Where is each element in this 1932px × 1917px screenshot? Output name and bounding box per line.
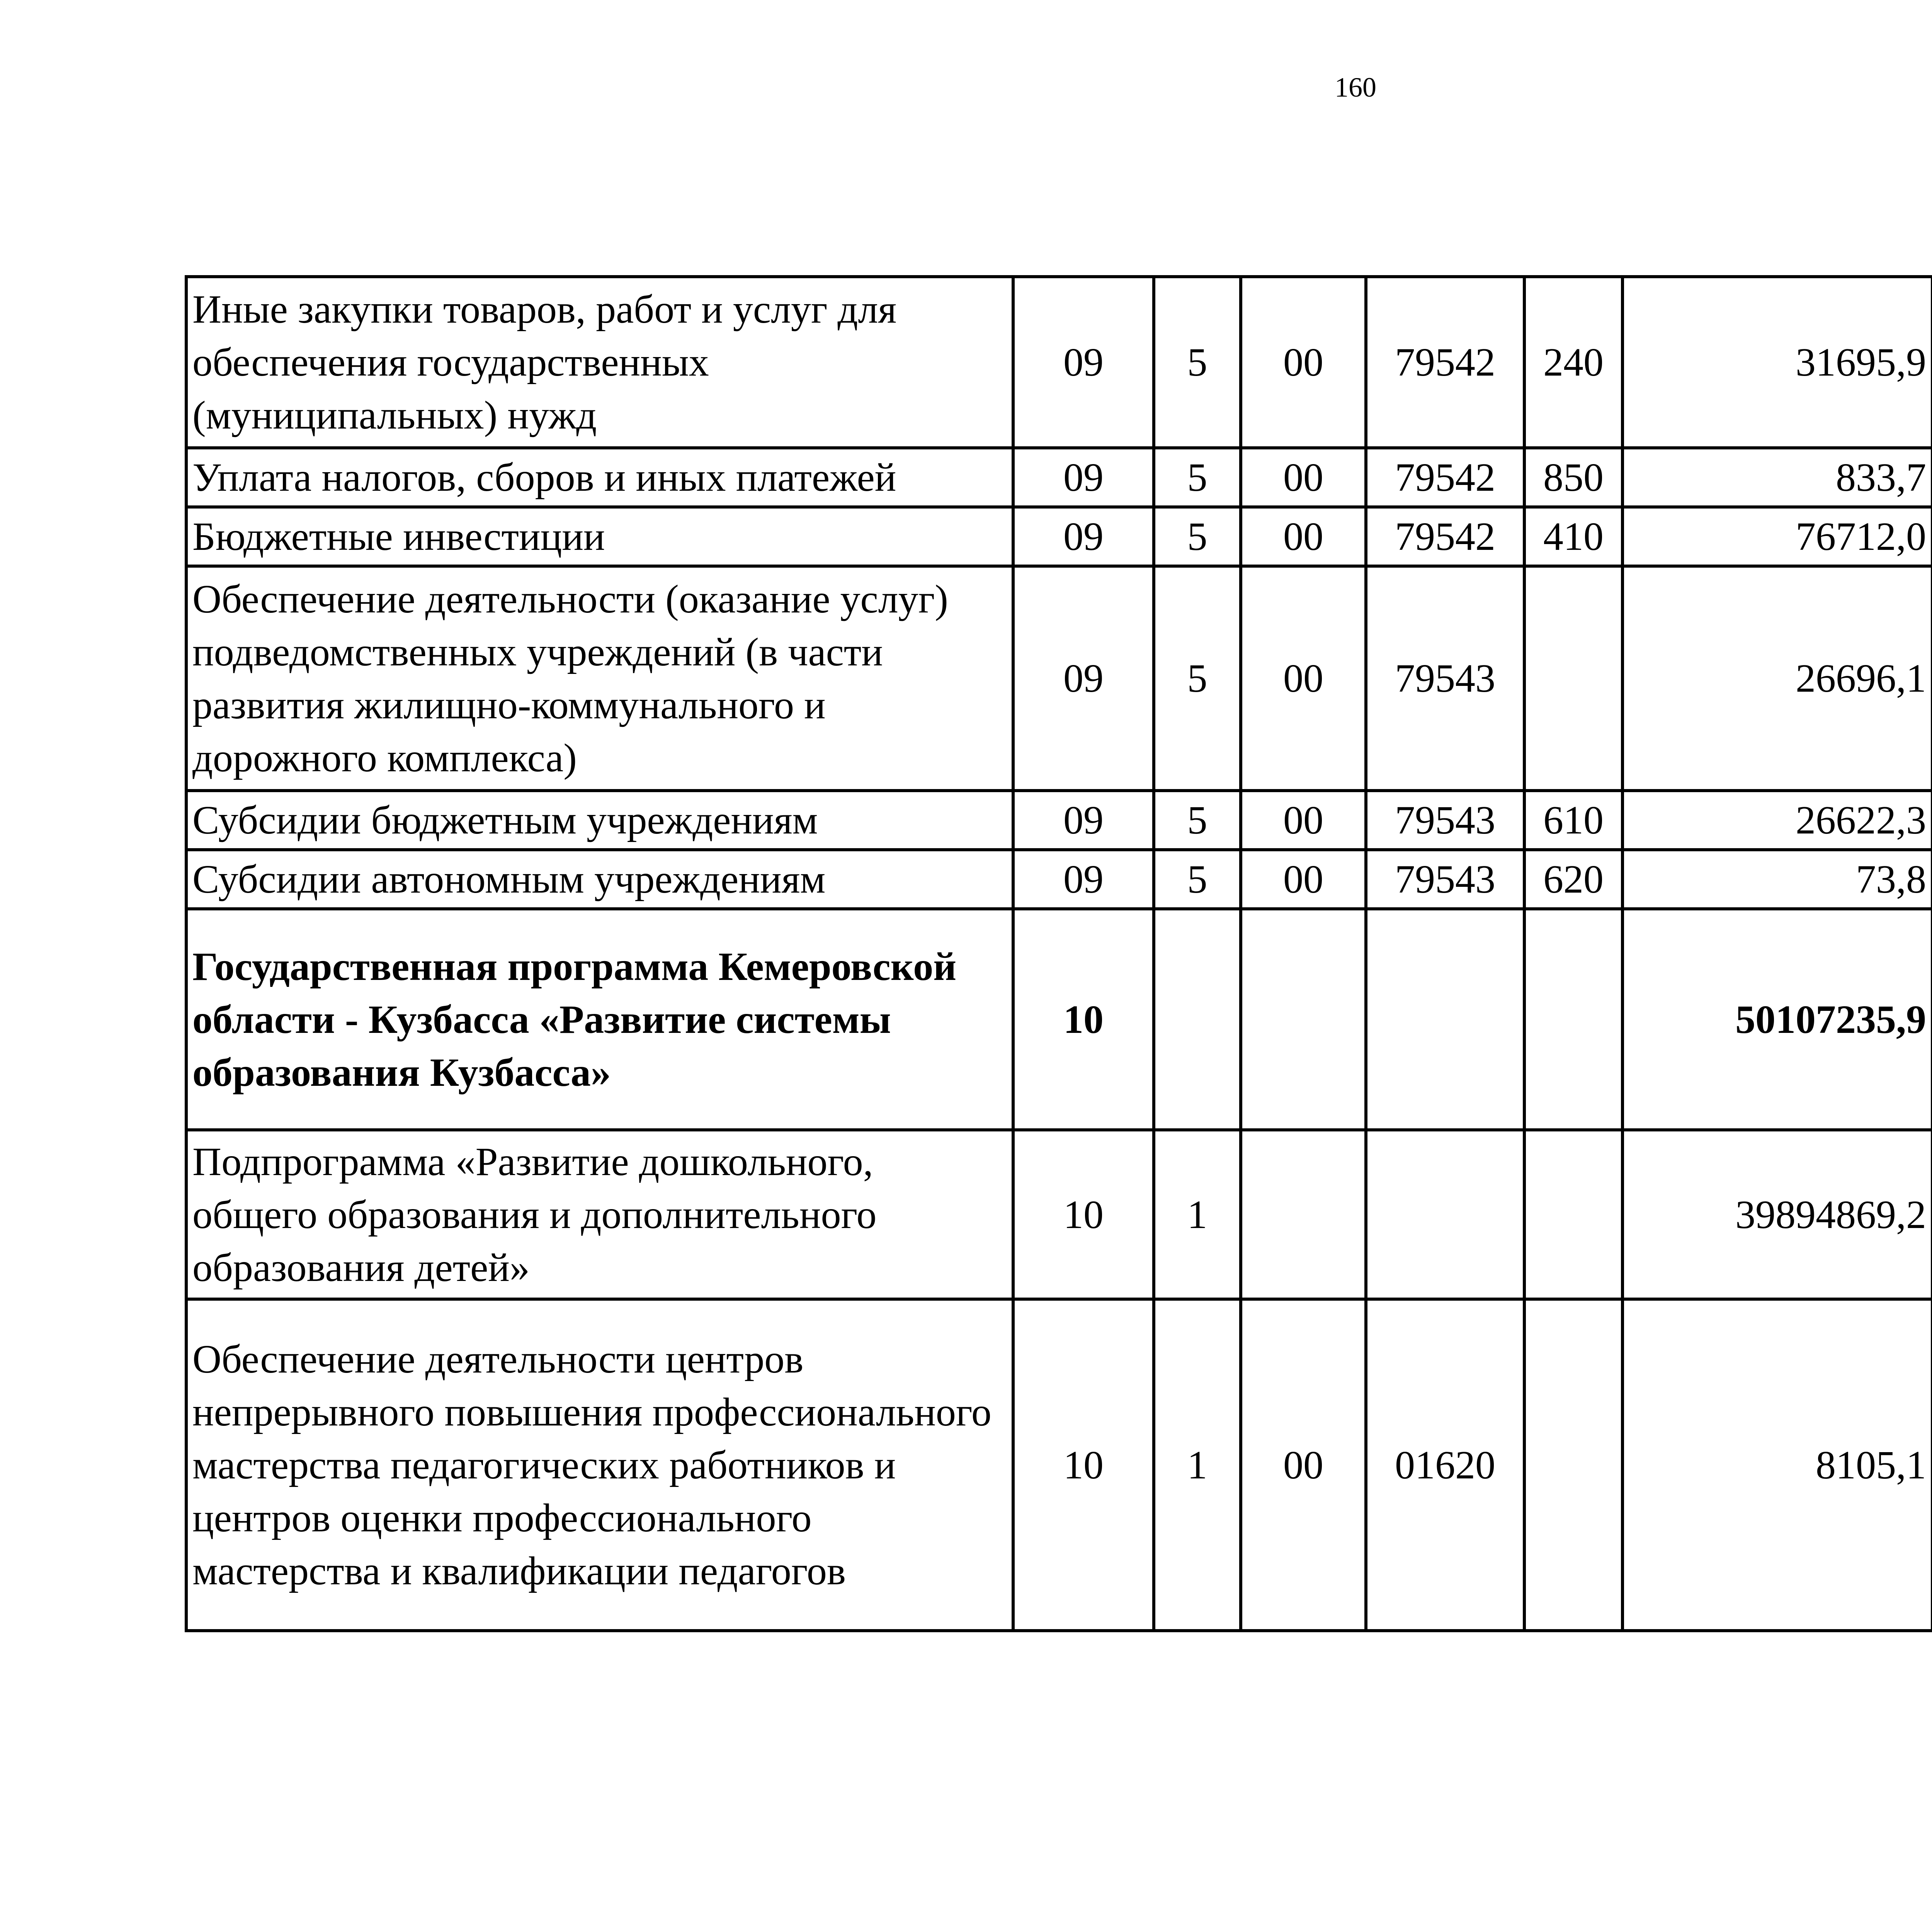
table-row — [186, 277, 1932, 448]
row-name: Обеспечение деятельности (оказание услуг) подведомственных учреждений (в части развития жилищно-коммунального и дорожного комплекса) — [186, 566, 1013, 791]
page-number: 160 — [1335, 72, 1376, 103]
table-row — [186, 850, 1932, 909]
amount-year-1: 50107235,9 — [1622, 909, 1932, 1130]
target-article-code: 01620 — [1366, 1299, 1524, 1631]
expense-type-code — [1524, 909, 1622, 1130]
program-code: 00 — [1241, 566, 1366, 791]
row-name: Государственная программа Кемеровской области - Кузбасса «Развитие системы образования Кузбасса» — [186, 909, 1013, 1130]
expense-type-code: 610 — [1524, 791, 1622, 850]
amount-year-1: 833,7 — [1622, 448, 1932, 507]
table-row — [186, 791, 1932, 850]
section-code: 09 — [1013, 277, 1154, 448]
row-name: Уплата налогов, сборов и иных платежей — [186, 448, 1013, 507]
section-code: 09 — [1013, 566, 1154, 791]
table-row — [186, 448, 1932, 507]
row-name: Бюджетные инвестиции — [186, 507, 1013, 566]
section-code: 09 — [1013, 850, 1154, 909]
row-name: Подпрограмма «Развитие дошкольного, общего образования и дополнительного образования детей» — [186, 1130, 1013, 1299]
table-row — [186, 507, 1932, 566]
expense-type-code — [1524, 1130, 1622, 1299]
expense-type-code — [1524, 1299, 1622, 1631]
target-article-code — [1366, 909, 1524, 1130]
table-row — [186, 909, 1932, 1130]
section-code: 09 — [1013, 791, 1154, 850]
amount-year-1: 73,8 — [1622, 850, 1932, 909]
program-code: 00 — [1241, 850, 1366, 909]
target-article-code: 79543 — [1366, 566, 1524, 791]
section-code: 10 — [1013, 1299, 1154, 1631]
subprogram-code: 5 — [1154, 507, 1241, 566]
section-code: 10 — [1013, 909, 1154, 1130]
target-article-code: 79542 — [1366, 448, 1524, 507]
section-code: 09 — [1013, 507, 1154, 566]
program-code: 00 — [1241, 1299, 1366, 1631]
program-code — [1241, 1130, 1366, 1299]
table-row — [186, 566, 1932, 791]
subprogram-code: 1 — [1154, 1299, 1241, 1631]
row-name: Иные закупки товаров, работ и услуг для обеспечения государственных (муниципальных) нужд — [186, 277, 1013, 448]
subprogram-code: 5 — [1154, 448, 1241, 507]
table-row — [186, 1299, 1932, 1631]
target-article-code: 79543 — [1366, 791, 1524, 850]
subprogram-code: 5 — [1154, 791, 1241, 850]
program-code: 00 — [1241, 277, 1366, 448]
subprogram-code: 5 — [1154, 566, 1241, 791]
target-article-code: 79542 — [1366, 277, 1524, 448]
program-code: 00 — [1241, 507, 1366, 566]
amount-year-1: 39894869,2 — [1622, 1130, 1932, 1299]
subprogram-code — [1154, 909, 1241, 1130]
table-row — [186, 1130, 1932, 1299]
row-name: Обеспечение деятельности центров непрерывного повышения профессионального мастерства педагогических работников и центров оценки профессионального мастерства и квалификации педагогов — [186, 1299, 1013, 1631]
amount-year-1: 31695,9 — [1622, 277, 1932, 448]
program-code: 00 — [1241, 448, 1366, 507]
expense-type-code: 850 — [1524, 448, 1622, 507]
section-code: 10 — [1013, 1130, 1154, 1299]
budget-table — [185, 275, 1932, 1632]
section-code: 09 — [1013, 448, 1154, 507]
subprogram-code: 5 — [1154, 850, 1241, 909]
subprogram-code: 5 — [1154, 277, 1241, 448]
program-code: 00 — [1241, 791, 1366, 850]
target-article-code: 79543 — [1366, 850, 1524, 909]
amount-year-1: 76712,0 — [1622, 507, 1932, 566]
expense-type-code: 240 — [1524, 277, 1622, 448]
expense-type-code — [1524, 566, 1622, 791]
row-name: Субсидии бюджетным учреждениям — [186, 791, 1013, 850]
expense-type-code: 620 — [1524, 850, 1622, 909]
expense-type-code: 410 — [1524, 507, 1622, 566]
target-article-code — [1366, 1130, 1524, 1299]
amount-year-1: 8105,1 — [1622, 1299, 1932, 1631]
program-code — [1241, 909, 1366, 1130]
target-article-code: 79542 — [1366, 507, 1524, 566]
amount-year-1: 26622,3 — [1622, 791, 1932, 850]
amount-year-1: 26696,1 — [1622, 566, 1932, 791]
subprogram-code: 1 — [1154, 1130, 1241, 1299]
row-name: Субсидии автономным учреждениям — [186, 850, 1013, 909]
